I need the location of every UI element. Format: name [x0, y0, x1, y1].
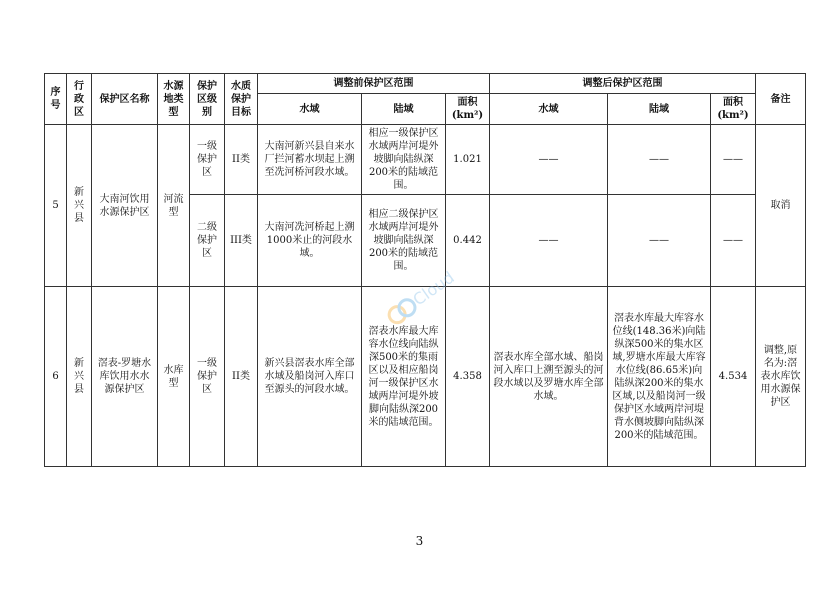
after-water-cell: ——	[490, 125, 608, 195]
header-after-land: 陆域	[608, 94, 711, 125]
row-level: 一级保护区	[190, 287, 225, 467]
page-number: 3	[415, 534, 424, 548]
row-quality: II类	[225, 125, 258, 195]
header-area-name: 保护区名称	[92, 74, 158, 125]
header-quality: 水质保护目标	[225, 74, 258, 125]
row-district: 新兴县	[67, 287, 92, 467]
row-area-name: 大南河饮用水源保护区	[92, 125, 158, 287]
row-quality: III类	[225, 195, 258, 287]
row-water-type: 水库型	[158, 287, 190, 467]
row-remark: 取消	[756, 125, 806, 287]
header-after-water: 水域	[490, 94, 608, 125]
before-water-cell: 新兴县滘表水库全部水域及船岗河入库口至源头的河段水域。	[258, 287, 362, 467]
row-area-name: 滘表-罗塘水库饮用水水源保护区	[92, 287, 158, 467]
header-before-water: 水域	[258, 94, 362, 125]
watermark-text: Cloud	[409, 267, 458, 310]
row-seq: 6	[45, 287, 67, 467]
before-land-cell: 相应一级保护区水域两岸河堤外坡脚向陆纵深200米的陆域范围。	[362, 125, 446, 195]
table-row	[45, 125, 806, 195]
row-water-type: 河流型	[158, 125, 190, 287]
before-area-cell: 4.358	[446, 287, 490, 467]
after-area-cell: 4.534	[711, 287, 756, 467]
before-water-cell: 大南河冼河桥起上溯1000米止的河段水域。	[258, 195, 362, 287]
row-level: 一级保护区	[190, 125, 225, 195]
header-water-type: 水源地类型	[158, 74, 190, 125]
after-water-cell: ——	[490, 195, 608, 287]
header-level: 保护区级别	[190, 74, 225, 125]
table-row	[45, 287, 806, 467]
protection-zone-table	[44, 73, 806, 467]
after-area-cell: ——	[711, 125, 756, 195]
after-land-cell: 滘表水库最大库容水位线(148.36米)向陆纵深500米的集水区域,罗塘水库最大库容水位线(86.65米)向陆纵深200米的集水区域,以及船岗河一级保护区水域两岸河堤背水侧坡脚向陆纵深200米的陆域范围。	[608, 287, 711, 467]
header-remark: 备注	[756, 74, 806, 125]
before-land-cell: 相应二级保护区水域两岸河堤外坡脚向陆纵深200米的陆域范围。	[362, 195, 446, 287]
row-quality: II类	[225, 287, 258, 467]
after-land-cell: ——	[608, 125, 711, 195]
header-after: 调整后保护区范围	[490, 74, 756, 94]
before-land-cell: 滘表水库最大库容水位线向陆纵深500米的集雨区以及相应船岗河一级保护区水域两岸河堤外坡脚向陆纵深200米的陆域范围。	[362, 287, 446, 467]
after-water-cell: 滘表水库全部水域、船岗河入库口上溯至源头的河段水域以及罗塘水库全部水域。	[490, 287, 608, 467]
header-before: 调整前保护区范围	[258, 74, 490, 94]
header-district: 行政区	[67, 74, 92, 125]
header-before-land: 陆域	[362, 94, 446, 125]
before-area-cell: 0.442	[446, 195, 490, 287]
header-seq: 序号	[45, 74, 67, 125]
after-land-cell: ——	[608, 195, 711, 287]
row-district: 新兴县	[67, 125, 92, 287]
before-area-cell: 1.021	[446, 125, 490, 195]
row-level: 二级保护区	[190, 195, 225, 287]
row-remark: 调整,原名为:滘表水库饮用水源保护区	[756, 287, 806, 467]
header-after-area: 面积(km²)	[711, 94, 756, 125]
before-water-cell: 大南河新兴县自来水厂拦河蓄水坝起上溯至冼河桥河段水域。	[258, 125, 362, 195]
after-area-cell: ——	[711, 195, 756, 287]
row-seq: 5	[45, 125, 67, 287]
header-before-area: 面积(km²)	[446, 94, 490, 125]
